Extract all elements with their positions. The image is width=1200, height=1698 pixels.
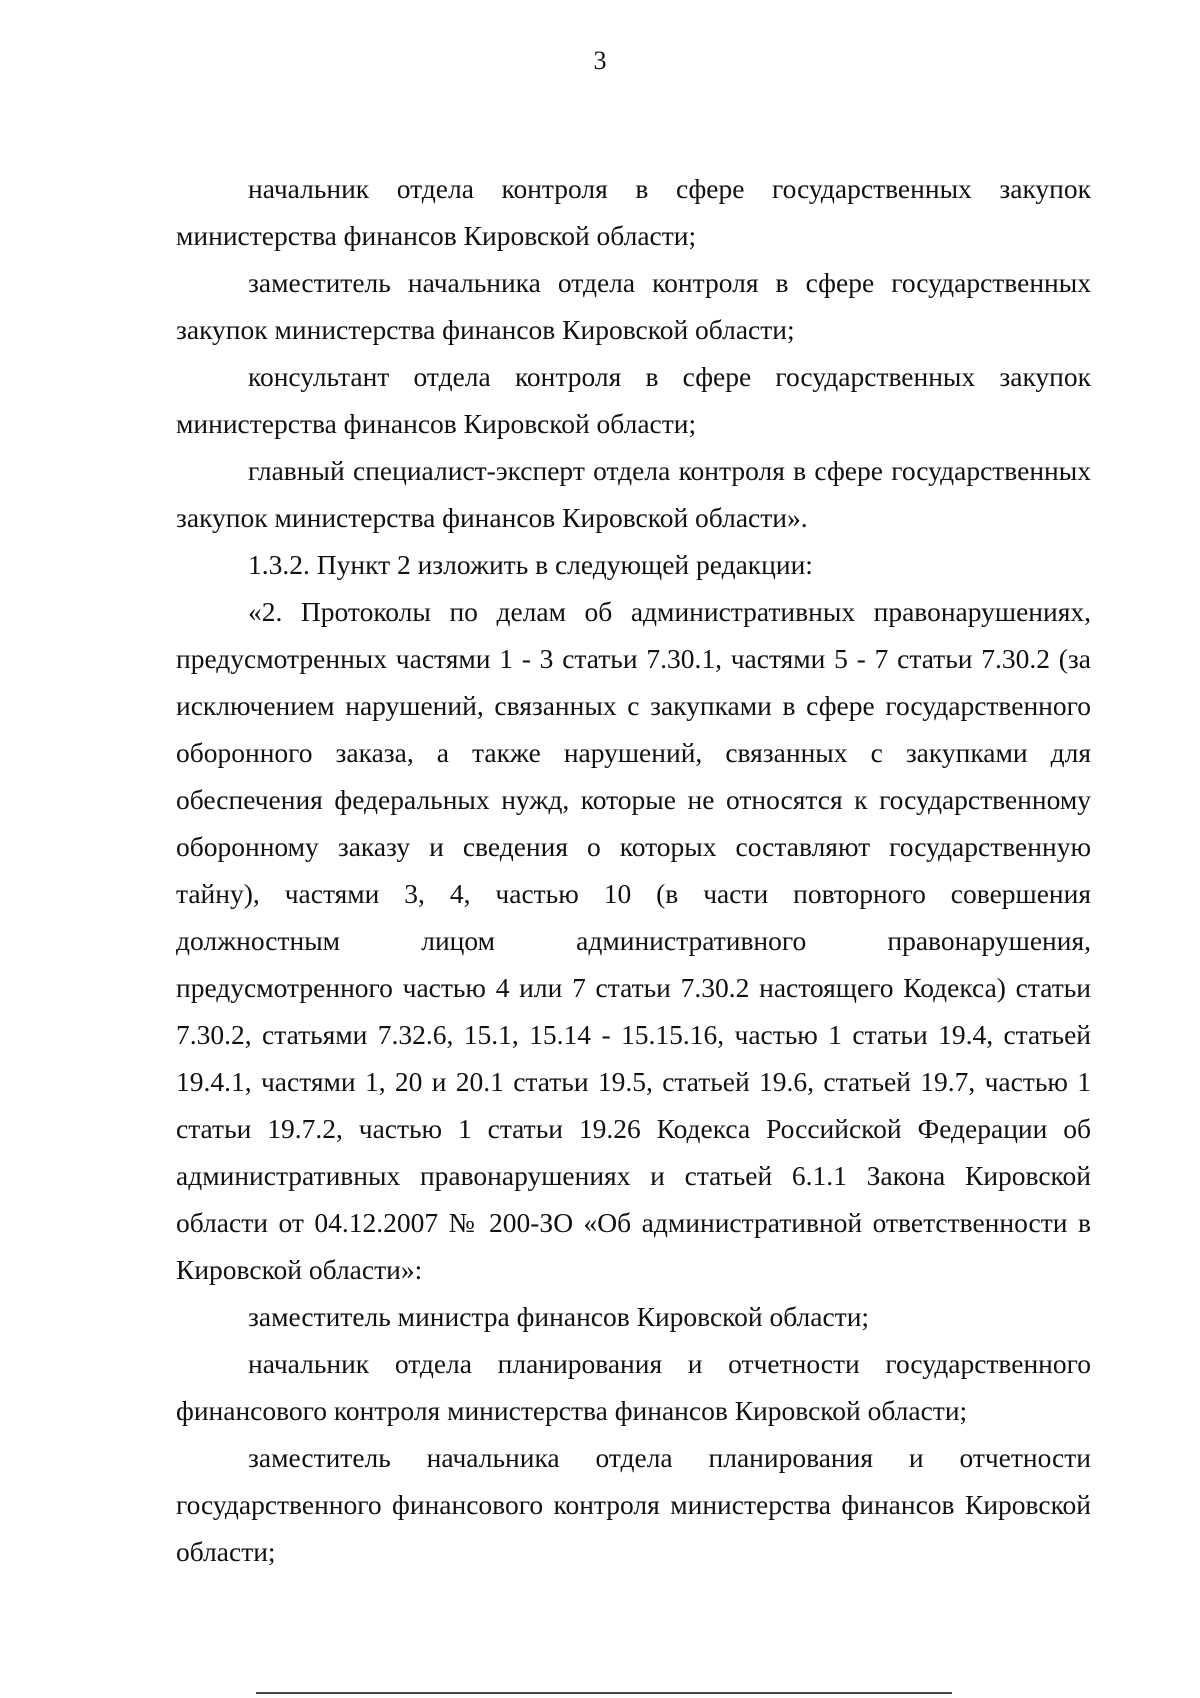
paragraph-clause-2-protocols: «2. Протоколы по делам об административных правонарушениях, предусмотренных частями 1 - 3 статьи 7.30.1, частями 5 - 7 статьи 7.30.2 (за исключением нарушений, связанных с закупками в сфере государственного оборонного заказа, а также нарушений, связанных с закупками для обеспечения федеральных нужд, которые не относятся к государственному оборонному заказу и сведения о которых составляют государственную тайну), частями 3, 4, частью 10 (в части повторного совершения должностным лицом административного правонарушения, предусмотренного частью 4 или 7 статьи 7.30.2 настоящего Кодекса) статьи 7.30.2, статьями 7.32.6, 15.1, 15.14 - 15.15.16, частью 1 статьи 19.4, статьей 19.4.1, частями 1, 20 и 20.1 статьи 19.5, статьей 19.6, статьей 19.7, частью 1 статьи 19.7.2, частью 1 статьи 19.26 Кодекса Российской Федерации об административных правонарушениях и статьей 6.1.1 Закона Кировской области от 04.12.2007 № 200-ЗО «Об административной ответственности в Кировской области»: <box>176 596 1091 1285</box>
bottom-scan-line <box>256 1692 952 1694</box>
paragraph-chief-specialist-expert: главный специалист-эксперт отдела контроля в сфере государственных закупок министерства финансов Кировской области». <box>176 455 1091 533</box>
paragraph-deputy-minister: заместитель министра финансов Кировской области; <box>248 1301 870 1332</box>
document-body <box>176 165 1091 1575</box>
paragraph-clause-1-3-2: 1.3.2. Пункт 2 изложить в следующей редакции: <box>248 549 813 580</box>
paragraph-deputy-head-of-planning-reporting: заместитель начальника отдела планирования и отчетности государственного финансового контроля министерства финансов Кировской области; <box>176 1442 1091 1567</box>
paragraph-deputy-head-of-procurement-control: заместитель начальника отдела контроля в сфере государственных закупок министерства финансов Кировской области; <box>176 267 1091 345</box>
paragraph-consultant-procurement-control: консультант отдела контроля в сфере государственных закупок министерства финансов Кировской области; <box>176 361 1091 439</box>
paragraph-head-of-procurement-control: начальник отдела контроля в сфере государственных закупок министерства финансов Кировской области; <box>176 173 1091 251</box>
paragraph-head-of-planning-reporting: начальник отдела планирования и отчетности государственного финансового контроля министерства финансов Кировской области; <box>176 1348 1091 1426</box>
page-number: 3 <box>593 46 607 75</box>
